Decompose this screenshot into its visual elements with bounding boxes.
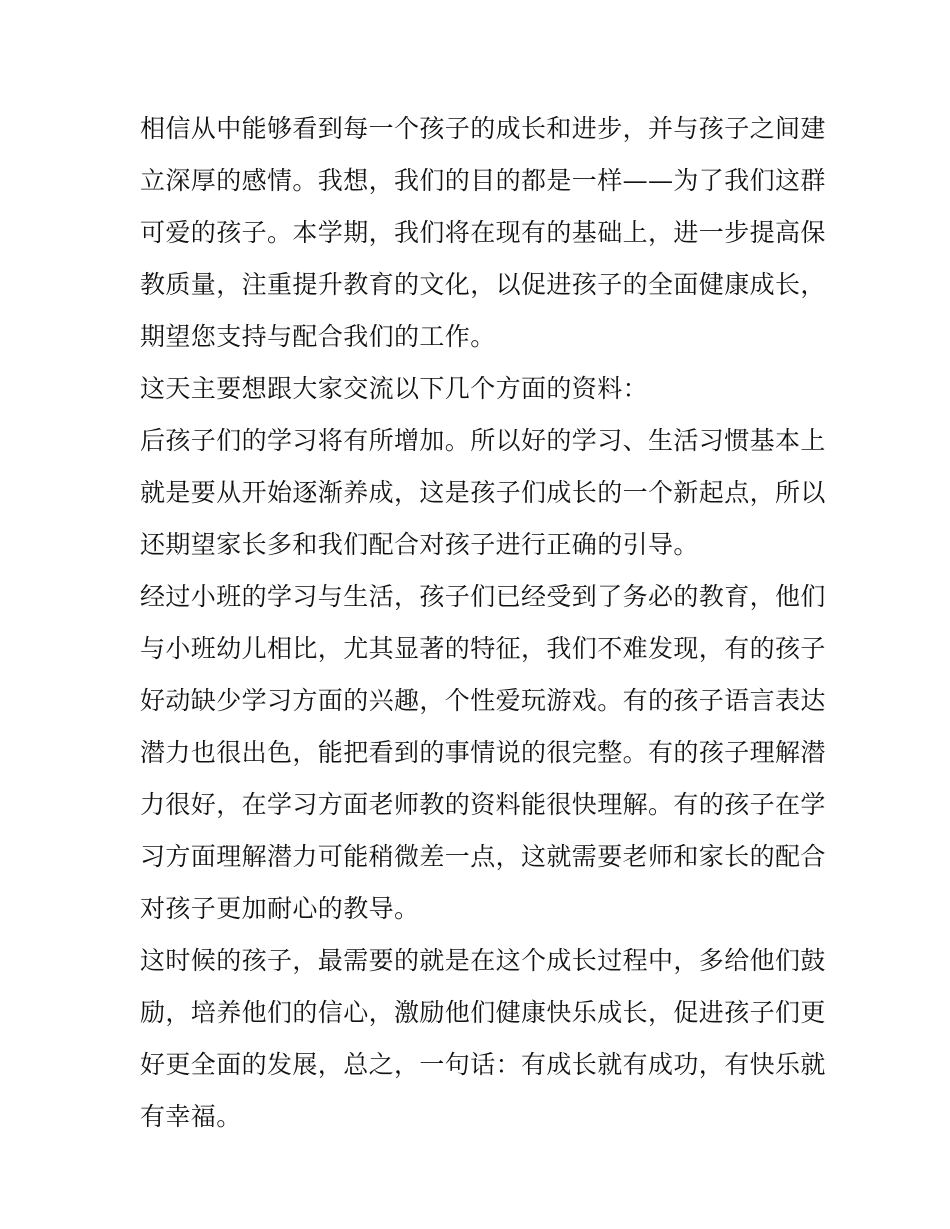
text-line: 教质量，注重提升教育的文化，以促进孩子的全面健康成长，: [140, 270, 826, 299]
text-line: 后孩子们的学习将有所增加。所以好的学习、生活习惯基本上: [140, 426, 826, 455]
text-line: 与小班幼儿相比，尤其显著的特征，我们不难发现，有的孩子: [140, 634, 826, 663]
text-line: 好更全面的发展，总之，一句话：有成长就有成功，有快乐就: [140, 1050, 826, 1079]
text-line: 力很好，在学习方面老师教的资料能很快理解。有的孩子在学: [140, 790, 826, 819]
text-line: 励，培养他们的信心，激励他们健康快乐成长，促进孩子们更: [140, 998, 826, 1027]
document-body: [140, 103, 826, 1143]
text-line: 就是要从开始逐渐养成，这是孩子们成长的一个新起点，所以: [140, 478, 826, 507]
text-line: 有幸福。: [140, 1102, 242, 1131]
text-line: 还期望家长多和我们配合对孩子进行正确的引导。: [140, 530, 699, 559]
text-line: 潜力也很出色，能把看到的事情说的很完整。有的孩子理解潜: [140, 738, 826, 767]
text-line: 这时候的孩子，最需要的就是在这个成长过程中，多给他们鼓: [140, 946, 826, 975]
paragraph-3: [140, 415, 826, 571]
paragraph-4: [140, 571, 826, 935]
paragraph-2: [140, 363, 820, 415]
text-line: 习方面理解潜力可能稍微差一点，这就需要老师和家长的配合: [140, 842, 826, 871]
paragraph-1: [140, 103, 826, 363]
text-line: 立深厚的感情。我想，我们的目的都是一样——为了我们这群: [140, 166, 826, 195]
text-line: 期望您支持与配合我们的工作。: [140, 322, 496, 351]
text-line: 这天主要想跟大家交流以下几个方面的资料：: [140, 374, 649, 403]
text-line: 相信从中能够看到每一个孩子的成长和进步，并与孩子之间建: [140, 114, 826, 143]
paragraph-5: [140, 935, 826, 1143]
text-line: 经过小班的学习与生活，孩子们已经受到了务必的教育，他们: [140, 582, 826, 611]
text-line: 对孩子更加耐心的教导。: [140, 894, 420, 923]
text-line: 可爱的孩子。本学期，我们将在现有的基础上，进一步提高保: [140, 218, 826, 247]
text-line: 好动缺少学习方面的兴趣，个性爱玩游戏。有的孩子语言表达: [140, 686, 826, 715]
